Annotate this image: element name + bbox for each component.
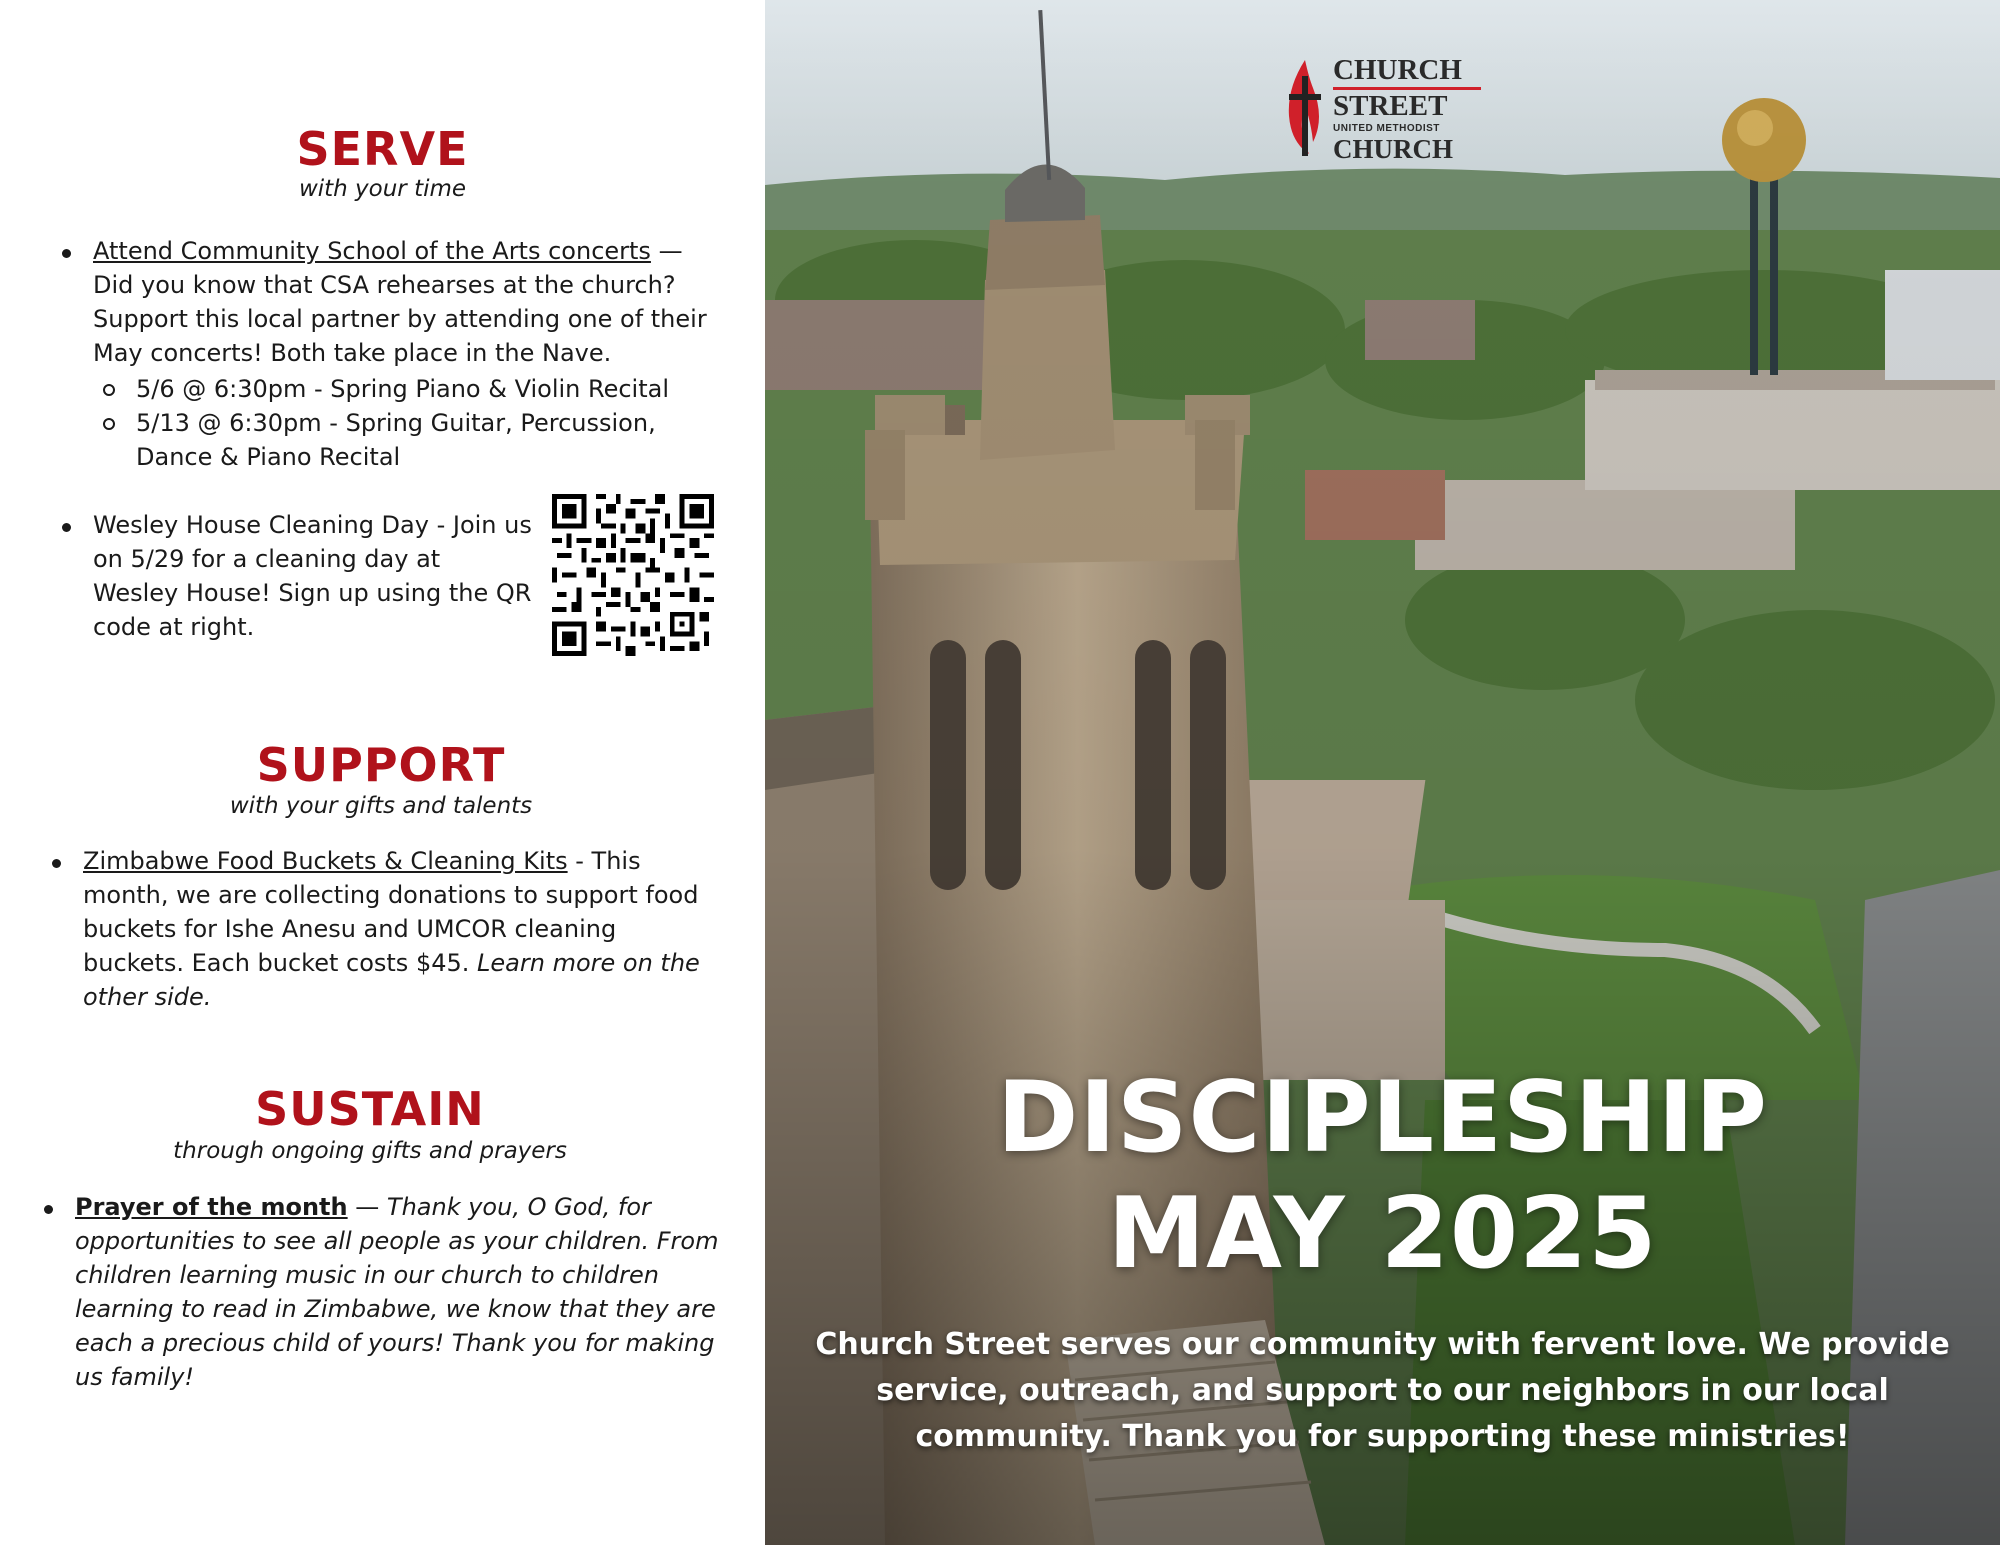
bullet-dot [52, 859, 61, 868]
logo-church-line2: CHURCH [1333, 134, 1453, 164]
cross-flame-icon [1283, 58, 1327, 158]
bullet-dot [62, 249, 71, 258]
csa-description: — Did you know that CSA rehearses at the church? Support this local partner by attending one of their May concerts! Both take place in the Nave. [93, 237, 707, 367]
support-item-zimbabwe [52, 844, 722, 1014]
qr-code-icon[interactable] [552, 494, 714, 656]
hero-blurb: Church Street serves our community with fervent love. We provide service, outreach, and support to our neighbors in our local community. Thank you for supporting these ministries! [815, 1327, 1950, 1454]
prayer-of-month-link[interactable]: Prayer of the month [75, 1193, 348, 1221]
zimbabwe-description: - This month, we are collecting donations to support food buckets for Ishe Anesu and UMCOR cleaning buckets. Each bucket costs $45. [83, 847, 699, 977]
csa-concerts-link[interactable]: Attend Community School of the Arts concerts [93, 237, 651, 265]
logo-umc-line: UNITED METHODIST [1333, 123, 1440, 134]
sustain-subtitle: through ongoing gifts and prayers [173, 1138, 567, 1164]
headline-discipleship: DISCIPLESHIP [997, 1061, 1768, 1175]
sub-bullet-circle [103, 418, 115, 430]
church-aerial-photo [765, 0, 2000, 1545]
serve-item-csa [62, 234, 712, 370]
serve-title: SERVE [296, 122, 469, 176]
prayer-text: Thank you, O God, for opportunities to see all people as your children. From children learning music in our church to children learning to read in Zimbabwe, we know that they are each a precious child of yours! Thank you for making us family! [75, 1193, 719, 1391]
recital-2-text: 5/13 @ 6:30pm - Spring Guitar, Percussion, Dance & Piano Recital [136, 409, 656, 471]
hero-photo-panel [765, 0, 2000, 1545]
support-subtitle: with your gifts and talents [229, 793, 533, 819]
recital-1-text: 5/6 @ 6:30pm - Spring Piano & Violin Recital [136, 375, 670, 403]
headline [765, 1060, 2000, 1292]
logo-street-line: STREET [1333, 90, 1448, 122]
serve-subitem-1 [103, 372, 723, 406]
sustain-title: SUSTAIN [255, 1082, 485, 1136]
support-title: SUPPORT [256, 738, 506, 792]
wesley-text: Wesley House Cleaning Day - Join us on 5/29 for a cleaning day at Wesley House! Sign up using the QR code at right. [93, 511, 532, 641]
bullet-dot [62, 523, 71, 532]
serve-item-wesley [62, 508, 532, 644]
sustain-item-prayer [44, 1190, 734, 1394]
prayer-dash: — [355, 1193, 380, 1221]
headline-date: MAY 2025 [1107, 1177, 1658, 1291]
left-panel [0, 0, 765, 1545]
zimbabwe-buckets-link[interactable]: Zimbabwe Food Buckets & Cleaning Kits [83, 847, 568, 875]
logo-church-line1: CHURCH [1333, 54, 1462, 86]
church-logo [1283, 54, 1483, 164]
sub-bullet-circle [103, 384, 115, 396]
serve-subitem-2 [103, 406, 703, 474]
serve-subtitle: with your time [298, 176, 467, 202]
learn-more-text: Learn more on the other side. [83, 949, 700, 1011]
bullet-dot [44, 1205, 53, 1214]
